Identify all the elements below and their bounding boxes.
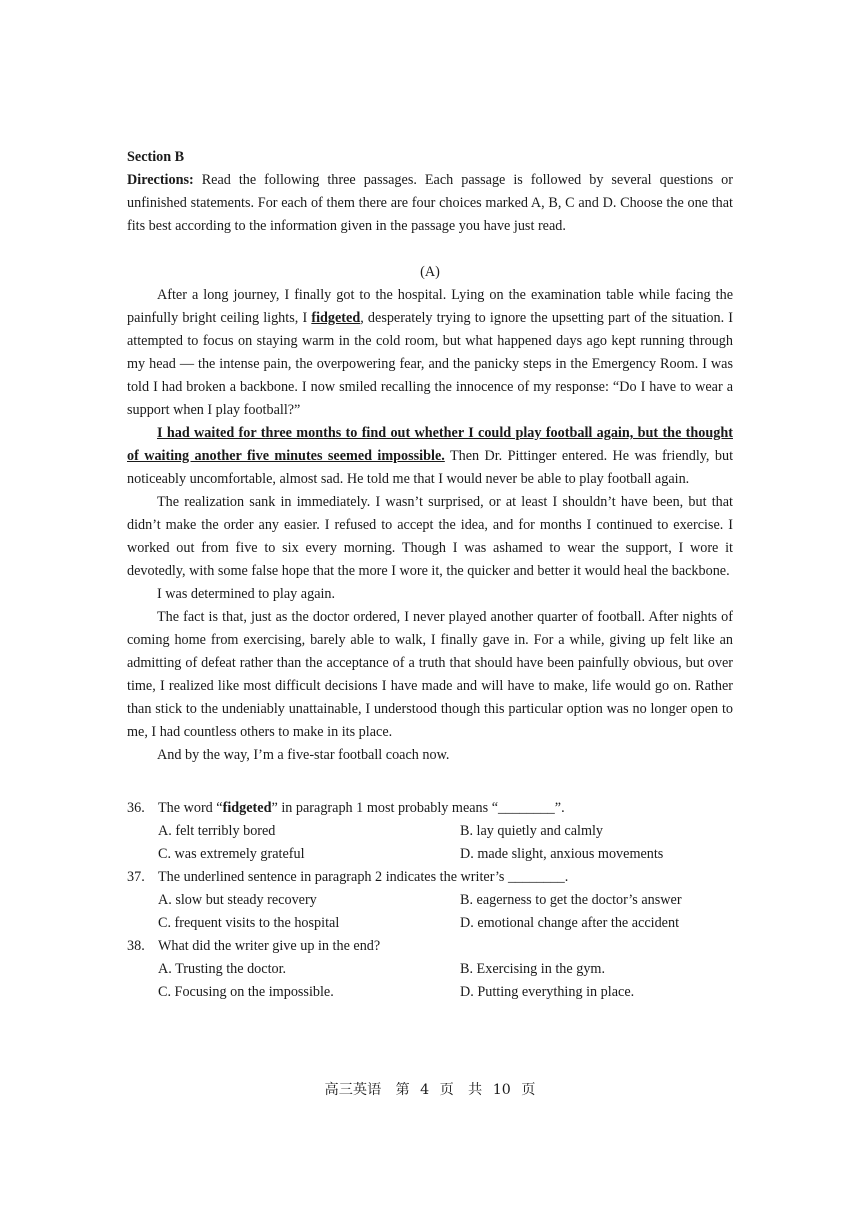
directions-text: Read the following three passages. Each passage is followed by several questions or unfinished statements. For each of them there are four choices marked A, B, C and D. Choose the one that fits best according to the information given in the passage you have just read. bbox=[127, 172, 733, 234]
option-a: A. felt terribly bored bbox=[158, 823, 276, 839]
paragraph-1-start: After a long journey, I finally got to the hospital. Lying on the examination table while facing the painfully bright ceiling lights, I bbox=[127, 287, 733, 326]
stem-key-word: fidgeted bbox=[222, 800, 272, 816]
paragraph-6: And by the way, I’m a five-star football coach now. bbox=[157, 747, 450, 763]
question-number: 36. bbox=[127, 800, 145, 816]
paragraph-2-rest: Then Dr. Pittinger entered. He was friendly, but noticeably uncomfortable, almost sad. He told me that I would never be able to play football again. bbox=[127, 448, 734, 487]
option-a: A. Trusting the doctor. bbox=[158, 961, 287, 977]
question-36-options bbox=[127, 820, 733, 866]
question-37-options bbox=[127, 889, 733, 935]
exam-page bbox=[127, 146, 733, 1004]
question-stem: What did the writer give up in the end? bbox=[158, 938, 381, 954]
underlined-sentence: I had waited for three months to find out whether I could play football again, but the thought of waiting another five minutes seemed impossible. bbox=[127, 425, 733, 464]
paragraph-4: I was determined to play again. bbox=[157, 586, 336, 602]
stem-part: The word “ bbox=[158, 800, 223, 816]
key-word-fidgeted: fidgeted bbox=[311, 310, 361, 326]
paragraph-2 bbox=[127, 422, 733, 491]
question-37 bbox=[127, 866, 733, 889]
stem-part: ” in paragraph 1 most probably means “________”. bbox=[271, 800, 565, 816]
question-38-options bbox=[127, 958, 733, 1004]
question-36 bbox=[127, 797, 733, 820]
question-number: 37. bbox=[127, 869, 145, 885]
question-number: 38. bbox=[127, 938, 145, 954]
option-b: B. eagerness to get the doctor’s answer bbox=[460, 892, 682, 908]
option-c: C. Focusing on the impossible. bbox=[158, 984, 334, 1000]
option-b: B. lay quietly and calmly bbox=[460, 823, 604, 839]
questions bbox=[127, 797, 733, 1004]
option-b: B. Exercising in the gym. bbox=[460, 961, 606, 977]
paragraph-5: The fact is that, just as the doctor ordered, I never played another quarter of football. After nights of coming home from exercising, barely able to walk, I finally gave in. For a while, giving up felt like an admitting of defeat rather than the acceptance of a truth that should have been painfully obvious, but over time, I realized like most difficult decisions I have made and will have to make, life would go on. Rather than stick to the undeniably unattainable, I understood though this particular option was no longer open to me, I had countless others to make in its place. bbox=[127, 609, 733, 740]
option-d: D. emotional change after the accident bbox=[460, 915, 680, 931]
option-d: D. made slight, anxious movements bbox=[460, 846, 664, 862]
paragraph-1 bbox=[127, 284, 733, 422]
paragraph-3: The realization sank in immediately. I wasn’t surprised, or at least I shouldn’t have been, but that didn’t make the order any easier. I refused to accept the idea, and for months I continued to exercise. I worked out from five to six every morning. Though I was ashamed to wear the support, I wore it devotedly, with some false hope that the more I wore it, the quicker and better it would heal the backbone. bbox=[127, 494, 733, 579]
option-d: D. Putting everything in place. bbox=[460, 984, 635, 1000]
question-stem bbox=[158, 797, 733, 820]
question-stem: The underlined sentence in paragraph 2 indicates the writer’s ________. bbox=[158, 869, 569, 885]
option-a: A. slow but steady recovery bbox=[158, 892, 317, 908]
directions-label: Directions: bbox=[127, 172, 194, 188]
paragraph-1-end: , desperately trying to ignore the upsetting part of the situation. I attempted to focus on staying warm in the cold room, but what happened days ago kept running through my head — the intense pain, the overpowering fear, and the panicky steps in the Emergency Room. I was told I had broken a backbone. I now smiled recalling the innocence of my response: “Do I have to wear a support when I play football?” bbox=[127, 310, 734, 418]
directions bbox=[127, 169, 733, 238]
page-footer: 高三英语 第 4 页 共 10 页 bbox=[324, 1082, 536, 1098]
option-c: C. frequent visits to the hospital bbox=[158, 915, 340, 931]
passage-label: (A) bbox=[420, 264, 440, 280]
option-c: C. was extremely grateful bbox=[158, 846, 305, 862]
section-title: Section B bbox=[127, 149, 185, 165]
question-38 bbox=[127, 935, 733, 958]
